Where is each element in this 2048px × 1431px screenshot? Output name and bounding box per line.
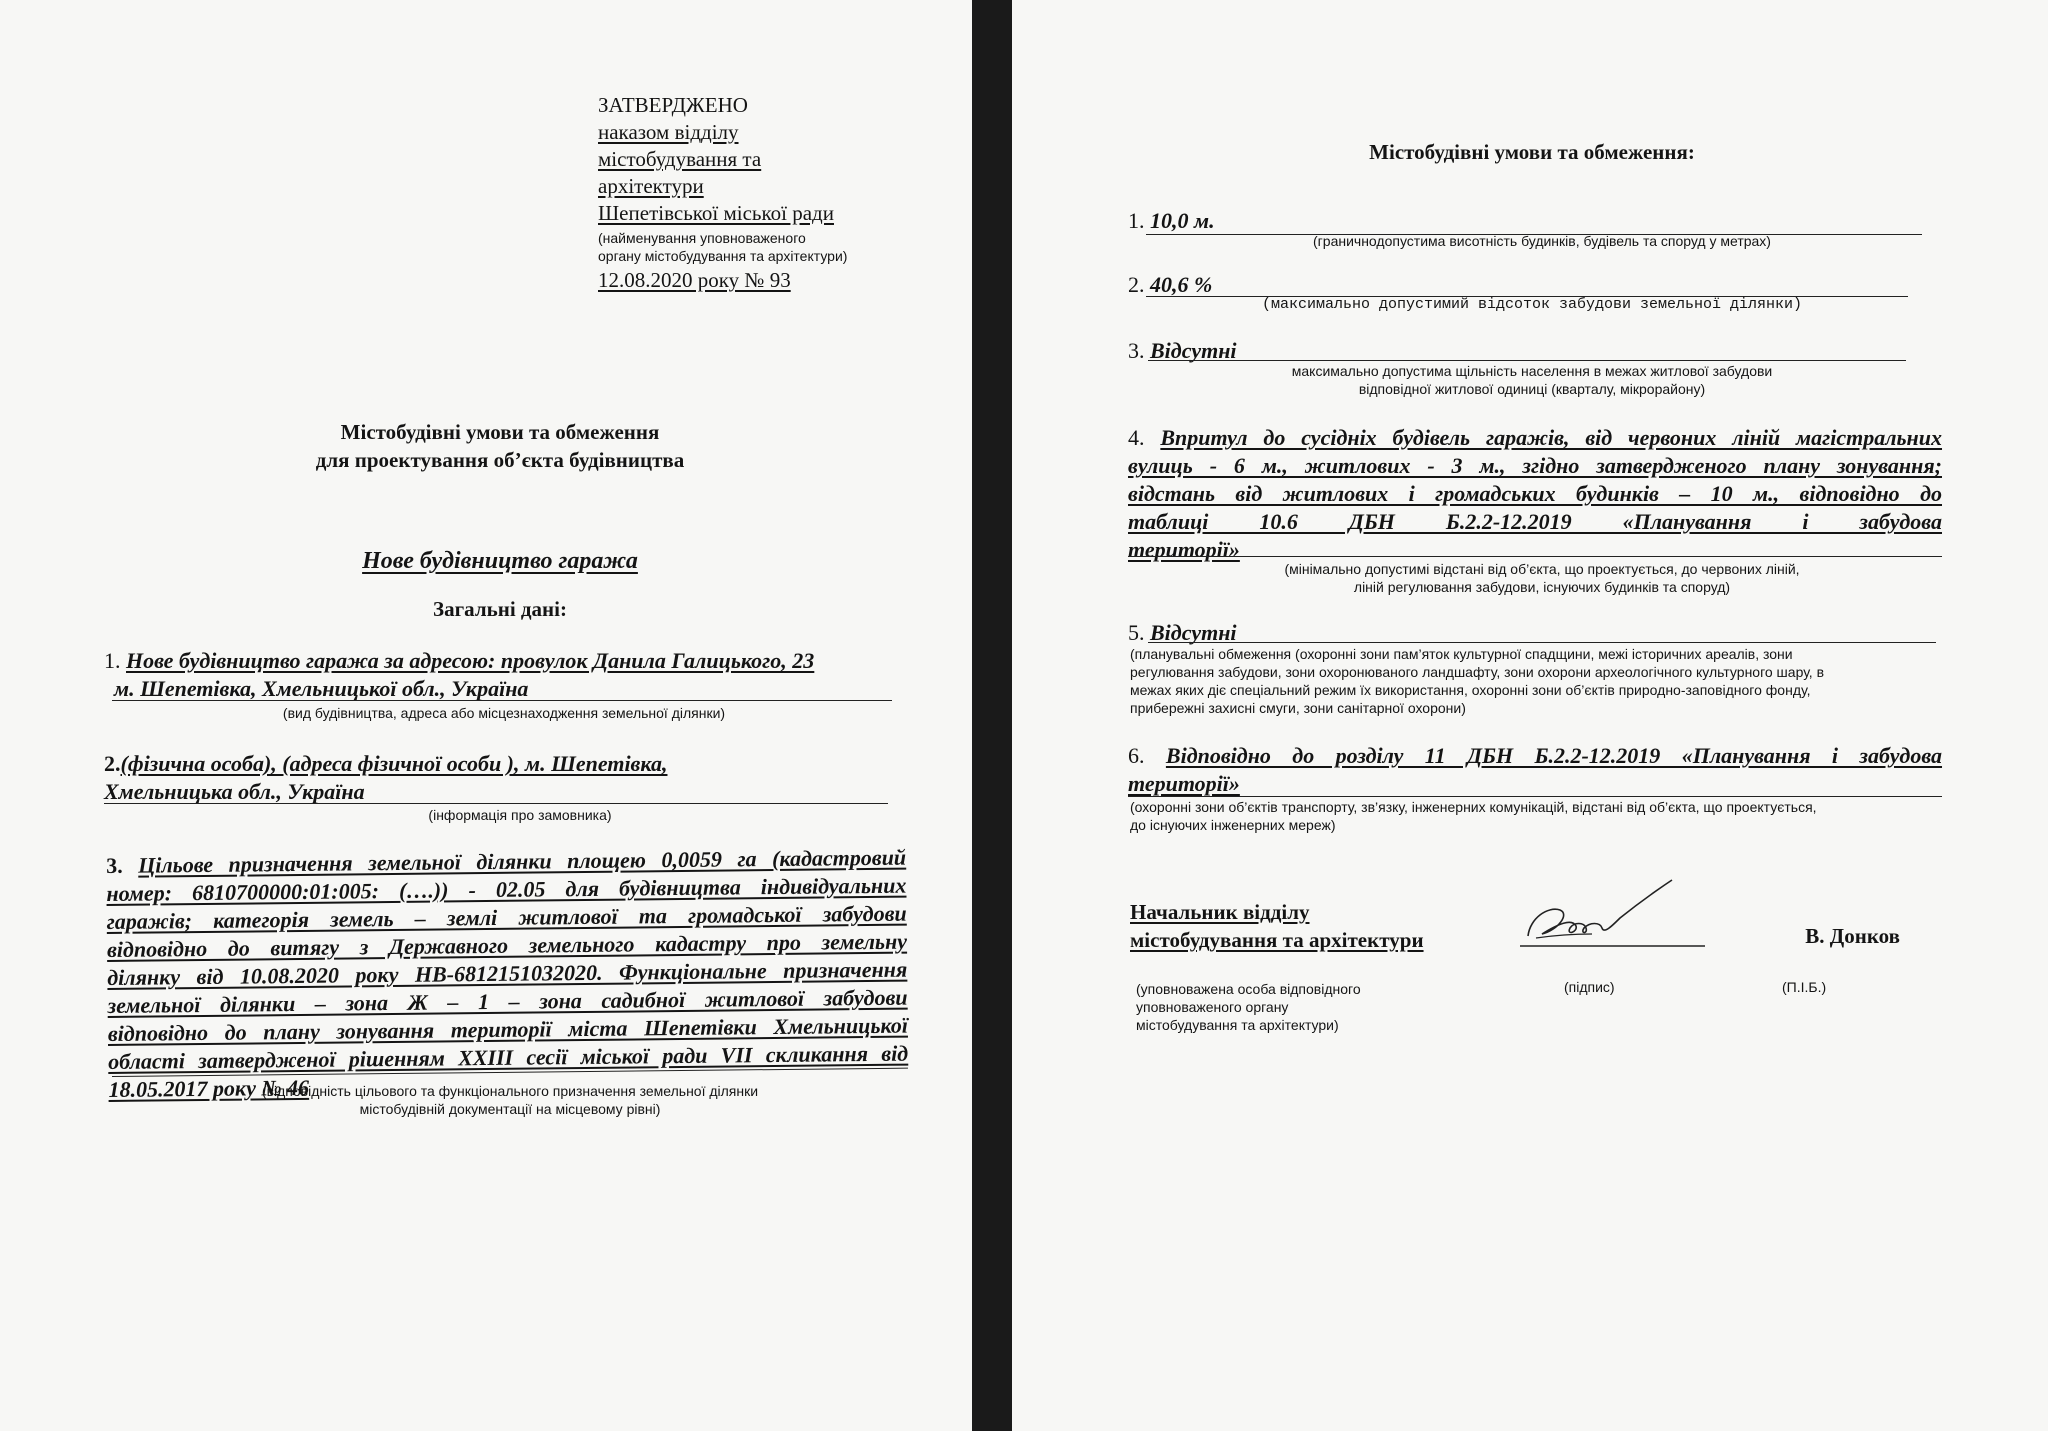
- conditions-title: Містобудівні умови та обмеження:: [1369, 140, 1695, 164]
- condition-6-last-line: території»: [1128, 771, 1240, 796]
- condition-4-last-line: території»: [1128, 537, 1240, 562]
- approval-line-1: наказом відділу: [598, 120, 739, 144]
- item-3-caption-2: містобудівній документації на місцевому рівні): [359, 1101, 661, 1117]
- condition-5-caption-3: межах яких діє спеціальний режим їх використання, охоронні зони об’єктів природно-заповідного фонду,: [1130, 682, 1811, 698]
- item-3-line-5: земельної ділянки – зона Ж – 1 – зона садибної житлової забудови: [107, 984, 908, 1018]
- condition-4-caption-1: (мінімально допустимі відстані від об’єкта, що проектується, до червоних ліній,: [1284, 561, 1800, 577]
- condition-2-number: 2.: [1128, 272, 1145, 297]
- condition-4-number: 4.: [1128, 425, 1145, 450]
- condition-5-number: 5.: [1128, 620, 1145, 645]
- condition-6-caption: [1130, 798, 1950, 834]
- item-2-line-1: (фізична особа), (адреса фізичної особи ), м. Шепетівка,: [120, 751, 668, 776]
- item-2-number: 2.: [104, 751, 121, 776]
- condition-5-underline: [1148, 642, 1936, 643]
- condition-6-line-1: Відповідно до розділу 11 ДБН Б.2.2-12.2019 «Планування і забудова: [1165, 743, 1943, 768]
- signatory-name: В. Донков: [1805, 924, 1900, 948]
- signature-caption-left-3: містобудування та архітектури): [1136, 1017, 1339, 1033]
- condition-4-line-2: відстань від житлових і громадських будинків – 10 м., відповідно до: [1128, 481, 1942, 506]
- condition-4-underline: [1128, 556, 1942, 557]
- condition-1: [1128, 208, 1928, 234]
- item-1-number: 1.: [104, 648, 121, 673]
- approval-line-3: архітектури: [598, 174, 704, 198]
- signature-caption-left: [1136, 980, 1456, 1034]
- item-3-caption-1: (відповідність цільового та функціонального призначення земельної ділянки: [261, 1083, 759, 1099]
- approval-line-2: містобудування та: [598, 147, 762, 171]
- condition-5-value: Відсутні: [1150, 620, 1237, 645]
- condition-4-caption: [1162, 560, 1922, 596]
- signature-caption-left-2: уповноваженого органу: [1136, 999, 1289, 1015]
- condition-2-caption: (максимально допустимий відсоток забудови земельної ділянки): [1261, 296, 1803, 313]
- item-1-caption: (вид будівництва, адреса або місцезнаходження земельної ділянки): [282, 705, 726, 721]
- condition-3-underline: [1148, 360, 1906, 361]
- condition-4-paragraph: [1128, 424, 1942, 564]
- signatory-position-2: містобудування та архітектури: [1130, 928, 1424, 952]
- condition-6-paragraph: [1128, 742, 1942, 798]
- item-1-line-2: м. Шепетівка, Хмельницької обл., Україна: [114, 676, 529, 701]
- condition-4-line-1: вулиць - 6 м., житлових - 3 м., згідно затвердженого плану зонування;: [1128, 453, 1942, 478]
- signatory-position-1: Начальник відділу: [1130, 900, 1310, 924]
- item-3-line-4: ділянку від 10.08.2020 року НВ-6812151032020. Функціональне призначення: [107, 956, 908, 990]
- item-2: [104, 750, 904, 806]
- item-3-line-0: Цільове призначення земельної ділянки площею 0,0059 га (кадастровий: [138, 844, 907, 878]
- condition-5-caption-4: прибережні захисні смуги, зони санітарної охорони): [1130, 700, 1466, 716]
- left-page: [0, 0, 972, 1431]
- item-2-line-2: Хмельницька обл., Україна: [104, 779, 365, 804]
- item-3-last-line: 18.05.2017 року № 46: [108, 1074, 310, 1102]
- doc-title-line-1: Містобудівні умови та обмеження: [340, 420, 660, 444]
- approval-caption-2: органу містобудування та архітектури): [598, 248, 848, 264]
- condition-2: [1128, 272, 1928, 298]
- item-1: [104, 647, 904, 703]
- condition-6-caption-2: до існуючих інженерних мереж): [1130, 817, 1336, 833]
- general-heading: Загальні дані:: [433, 597, 567, 621]
- condition-3-caption: [1162, 362, 1902, 398]
- item-3-line-1: номер: 6810700000:01:005: (….)) - 02.05 для будівництва індивідуальних: [106, 872, 907, 906]
- condition-5-caption-1: (планувальні обмеження (охоронні зони пам’яток культурної спадщини, межі історичних ареалів, зони: [1130, 646, 1793, 662]
- item-3-line-3: відповідно до витягу з Державного земельного кадастру про земельну: [106, 928, 908, 962]
- condition-1-number: 1.: [1128, 208, 1145, 233]
- approval-caption-1: (найменування уповноваженого: [598, 230, 806, 246]
- item-1-underline: [112, 700, 892, 701]
- signature-caption-name: (П.І.Б.): [1782, 979, 1827, 995]
- condition-1-value: 10,0 м.: [1150, 208, 1215, 233]
- item-3-line-6: відповідно до плану зонування території міста Шепетівки Хмельницької: [107, 1012, 908, 1046]
- condition-5-caption: [1130, 645, 1950, 717]
- condition-4-caption-2: ліній регулювання забудови, існуючих будинків та споруд): [1353, 579, 1731, 595]
- object-name: Нове будівництво гаража: [362, 548, 638, 574]
- condition-4-line-3: таблиці 10.6 ДБН Б.2.2-12.2019 «Планування і забудова: [1128, 509, 1942, 534]
- approval-line-4: Шепетівської міської ради: [598, 201, 834, 225]
- item-3-number: 3.: [106, 852, 123, 878]
- condition-2-value: 40,6 %: [1150, 272, 1213, 297]
- condition-6-number: 6.: [1128, 743, 1145, 768]
- doc-title: [240, 418, 760, 474]
- condition-4-line-0: Впритул до сусідніх будівель гаражів, від червоних ліній магістральних: [1160, 425, 1943, 450]
- signature-caption-sign: (підпис): [1564, 979, 1615, 995]
- item-3-caption: [160, 1082, 860, 1118]
- condition-3-number: 3.: [1128, 338, 1145, 363]
- doc-title-line-2: для проектування об’єкта будівництва: [315, 448, 685, 472]
- approval-title: ЗАТВЕРДЖЕНО: [598, 93, 748, 117]
- item-3-line-7: області затвердженої рішенням XXIII сесії міської ради VII скликання від: [108, 1040, 909, 1074]
- signature-caption-left-1: (уповноважена особа відповідного: [1136, 981, 1361, 997]
- approval-stamp: [598, 92, 928, 294]
- item-2-caption: (інформація про замовника): [428, 807, 612, 823]
- item-3-paragraph: [106, 844, 909, 1104]
- right-page: [1012, 0, 2048, 1431]
- item-3-line-2: гаражів; категорія земель – землі житлової та громадської забудови: [106, 900, 907, 934]
- item-1-line-1: Нове будівництво гаража за адресою: провулок Данила Галицького, 23: [126, 648, 815, 673]
- condition-5-caption-2: регулювання забудови, зони охоронюваного ландшафту, зони охорони археологічного культурного шару, в: [1130, 664, 1825, 680]
- item-2-underline: [104, 803, 888, 804]
- condition-3-value: Відсутні: [1150, 338, 1237, 363]
- condition-1-caption: (граничнодопустима висотність будинків, будівель та споруд у метрах): [1313, 233, 1771, 249]
- condition-6-underline: [1128, 796, 1942, 797]
- condition-3-caption-2: відповідної житлової одиниці (кварталу, мікрорайону): [1358, 381, 1706, 397]
- condition-6-caption-1: (охоронні зони об’єктів транспорту, зв’язку, інженерних комунікацій, відстані від об’єкта, що проектується,: [1130, 799, 1817, 815]
- condition-3-caption-1: максимально допустима щільність населення в межах житлової забудови: [1291, 363, 1773, 379]
- approval-date: 12.08.2020 року № 93: [598, 268, 791, 292]
